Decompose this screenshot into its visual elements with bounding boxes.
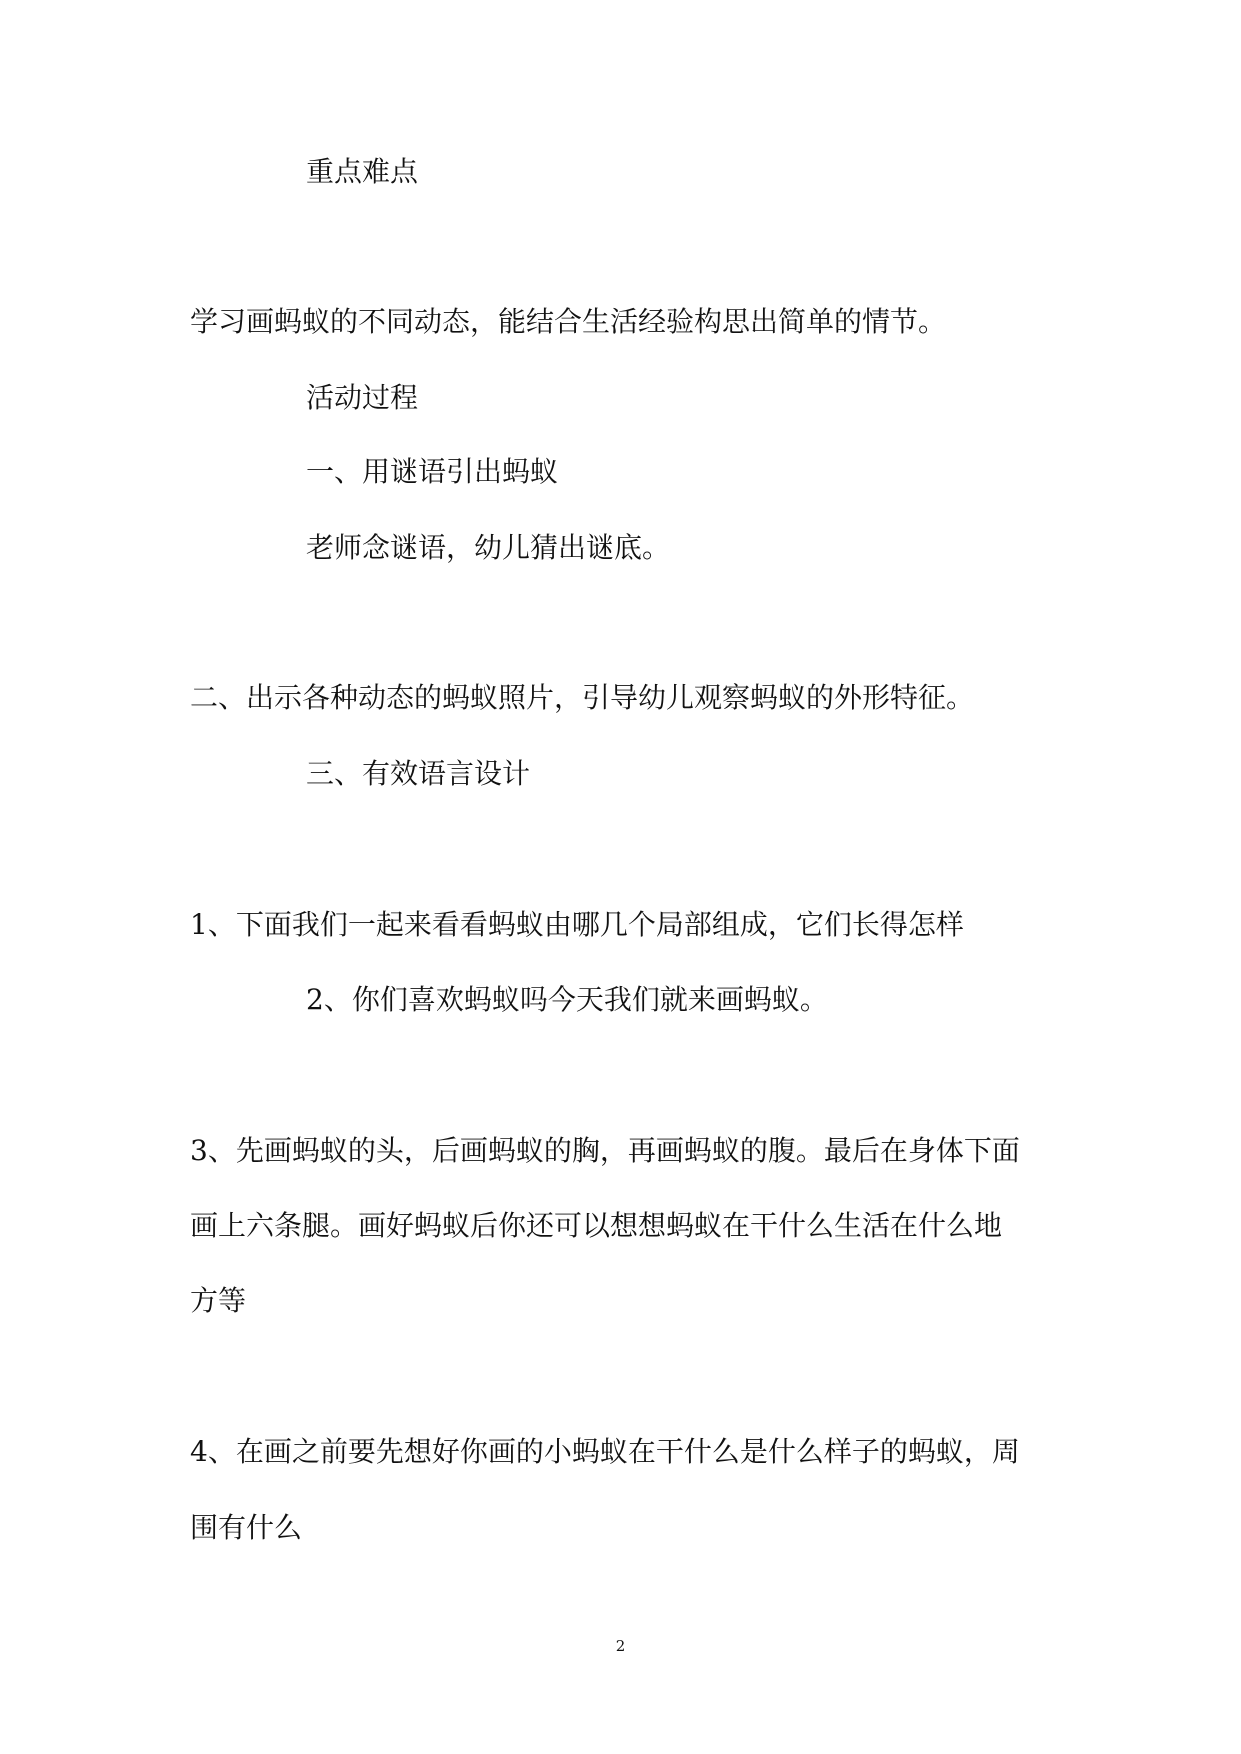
language-item-3-line-3: 方等 bbox=[190, 1284, 247, 1317]
language-item-3-line-1: 3、先画蚂蚁的头，后画蚂蚁的胸，再画蚂蚁的腹。最后在身体下面 bbox=[190, 1134, 1020, 1167]
step-one-text: 老师念谜语，幼儿猜出谜底。 bbox=[306, 531, 671, 564]
step-two-text: 二、出示各种动态的蚂蚁照片，引导幼儿观察蚂蚁的外形特征。 bbox=[190, 681, 975, 714]
heading-activity-process: 活动过程 bbox=[306, 381, 419, 414]
paragraph-key-points: 学习画蚂蚁的不同动态，能结合生活经验构思出简单的情节。 bbox=[190, 305, 947, 338]
language-item-2: 2、你们喜欢蚂蚁吗今天我们就来画蚂蚁。 bbox=[306, 983, 828, 1016]
page-number: 2 bbox=[615, 1637, 626, 1655]
language-item-4-line-2: 围有什么 bbox=[190, 1511, 303, 1544]
step-one-heading: 一、用谜语引出蚂蚁 bbox=[306, 455, 559, 488]
heading-key-points: 重点难点 bbox=[306, 155, 419, 188]
language-item-1: 1、下面我们一起来看看蚂蚁由哪几个局部组成，它们长得怎样 bbox=[190, 908, 964, 941]
language-item-4-line-1: 4、在画之前要先想好你画的小蚂蚁在干什么是什么样子的蚂蚁，周 bbox=[190, 1435, 1020, 1468]
step-three-heading: 三、有效语言设计 bbox=[306, 757, 531, 790]
language-item-3-line-2: 画上六条腿。画好蚂蚁后你还可以想想蚂蚁在干什么生活在什么地 bbox=[190, 1209, 1003, 1242]
